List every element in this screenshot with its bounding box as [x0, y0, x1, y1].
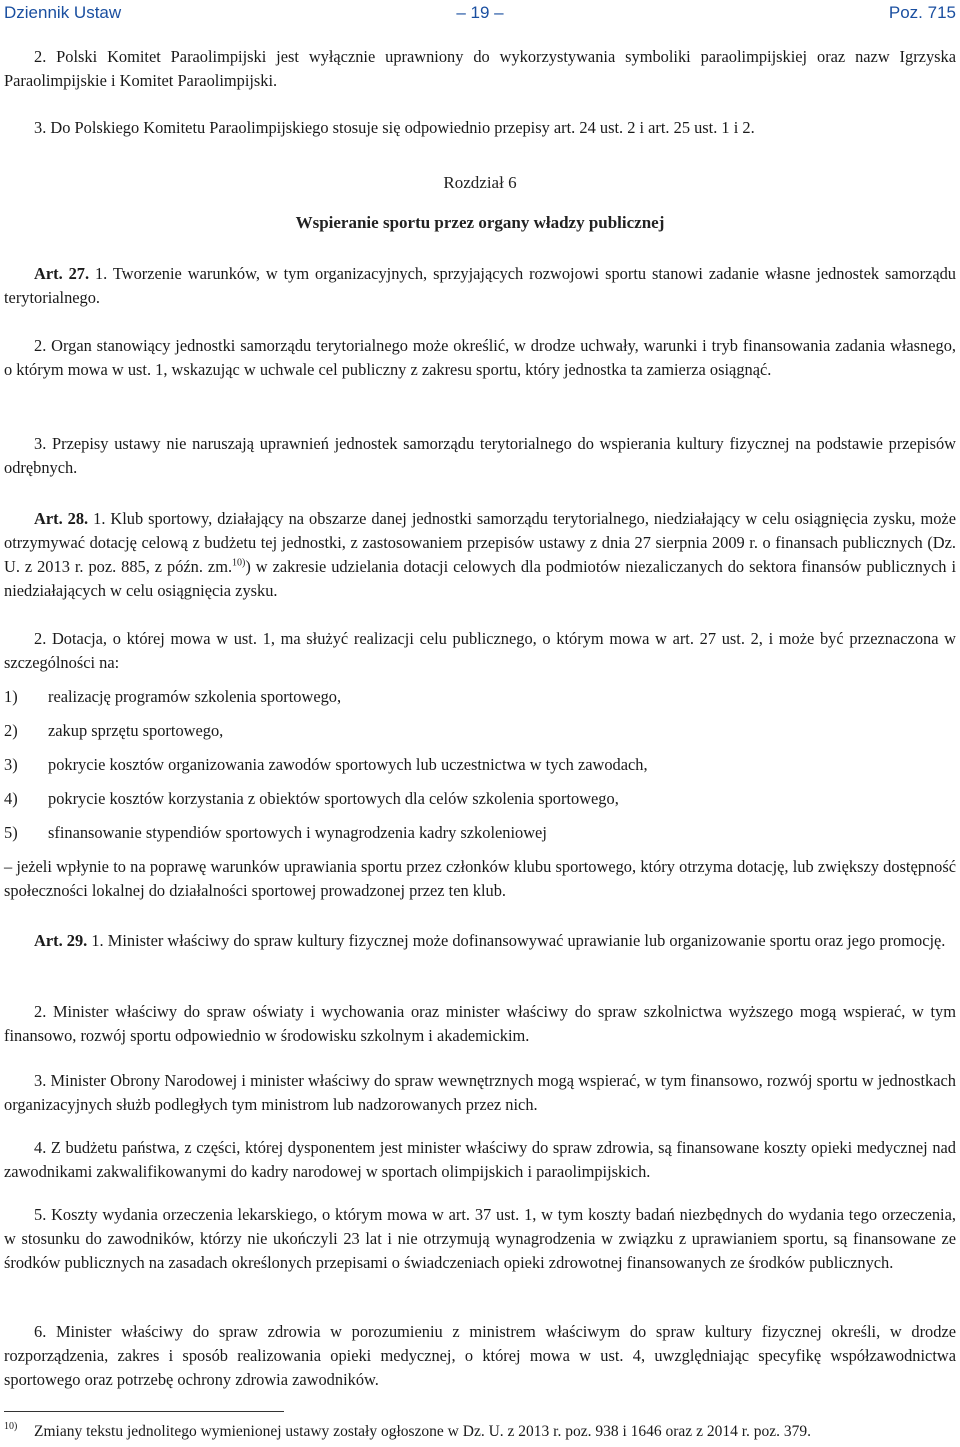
- list-item-number: 5): [4, 823, 18, 842]
- art28-label: Art. 28.: [34, 509, 89, 528]
- art29-paragraph-6: 6. Minister właściwy do spraw zdrowia w porozumieniu z ministrem właściwym do spraw kultury fizycznej określi, w drodze rozporządzenia, zakres i sposób realizowania opieki medycznej, o której mowa w ust. 4, uwzględniając specyfikę współzawodnictwa sportowego oraz potrzebę ochrony zdrowia zawodników.: [4, 1322, 956, 1389]
- chapter-title: Wspieranie sportu przez organy władzy publicznej: [295, 213, 665, 232]
- art28-list-closing: – jeżeli wpłynie to na poprawę warunków uprawiania sportu przez członków klubu sportowego, który otrzyma dotację, lub zwiększy dostępność społeczności lokalnej do działalności sportowej prowadzonej przez ten klub.: [4, 857, 956, 900]
- art27-paragraph-3: 3. Przepisy ustawy nie naruszają uprawnień jednostek samorządu terytorialnego do wspierania kultury fizycznej na podstawie przepisów odrębnych.: [4, 434, 956, 477]
- art28-paragraph-2: 2. Dotacja, o której mowa w ust. 1, ma służyć realizacji celu publicznego, o którym mowa w art. 27 ust. 2, i może być przeznaczona w szczególności na:: [4, 629, 956, 672]
- art27-label: Art. 27.: [34, 264, 90, 283]
- list-item-text: zakup sprzętu sportowego,: [48, 721, 224, 740]
- list-item: [4, 753, 956, 777]
- list-item: [4, 719, 956, 743]
- art29-label: Art. 29.: [34, 931, 88, 950]
- art27-p1-text: 1. Tworzenie warunków, w tym organizacyjnych, sprzyjających rozwojowi sportu stanowi zadanie własne jednostek samorządu terytorialnego.: [4, 264, 956, 307]
- chapter-label: Rozdział 6: [443, 173, 517, 192]
- page-header: [4, 0, 956, 26]
- list-item-text: pokrycie kosztów organizowania zawodów sportowych lub uczestnictwa w tych zawodach,: [48, 755, 648, 774]
- art29-paragraph-5: 5. Koszty wydania orzeczenia lekarskiego, o którym mowa w art. 37 ust. 1, w tym koszty badań niezbędnych do wydania tego orzeczenia, w stosunku do zawodników, którzy nie ukończyli 23 lat i nie otrzymują wynagrodzenia w związku z uprawianiem sportu, są finansowane ze środków publicznych na zasadach określonych przepisami o świadczeniach opieki zdrowotnej finansowanych ze środków publicznych.: [4, 1205, 956, 1272]
- art27-paragraph-2: 2. Organ stanowiący jednostki samorządu terytorialnego może określić, w drodze uchwały, warunki i tryb finansowania zadania własnego, o którym mowa w ust. 1, wskazując w uchwale cel publiczny z zakresu sportu, który jednostka ta zamierza osiągnąć.: [4, 336, 956, 379]
- art28-p1-text-before: 1. Klub sportowy, działający na obszarze danej jednostki samorządu terytorialnego, niedziałający w celu osiągnięcia zysku, może otrzymywać dotację celową z budżetu tej jednostki, z zastosowaniem przepisów ustawy z dnia 27 sierpnia 2009 r. o finansach publicznych (Dz. U. z 2013 r. poz. 885, z późn. zm.: [4, 509, 956, 576]
- list-item-number: 3): [4, 755, 18, 774]
- list-item: [4, 685, 956, 709]
- page-number: – 19 –: [456, 3, 504, 22]
- art28-p1-text-after: ) w zakresie udzielania dotacji celowych dla podmiotów niezaliczanych do sektora finansów publicznych i niedziałających w celu osiągnięcia zysku.: [4, 557, 956, 600]
- art29-p1-text: 1. Minister właściwy do spraw kultury fizycznej może dofinansowywać uprawianie lub organizowanie sportu oraz jego promocję.: [87, 931, 946, 950]
- list-item-number: 1): [4, 687, 18, 706]
- footnote-text: Zmiany tekstu jednolitego wymienionej ustawy zostały ogłoszone w Dz. U. z 2013 r. poz. 938 i 1646 oraz z 2014 r. poz. 379.: [34, 1423, 812, 1440]
- list-item-number: 4): [4, 789, 18, 808]
- document-page: [4, 0, 956, 1440]
- list-item-text: sfinansowanie stypendiów sportowych i wynagrodzenia kadry szkoleniowej: [48, 823, 547, 842]
- list-item: [4, 821, 956, 845]
- art26-paragraph-3: 3. Do Polskiego Komitetu Paraolimpijskiego stosuje się odpowiednio przepisy art. 24 ust. 2 i art. 25 ust. 1 i 2.: [34, 118, 755, 137]
- art27-paragraph-1: [4, 262, 956, 310]
- list-item: [4, 787, 956, 811]
- journal-title: Dziennik Ustaw: [4, 3, 122, 22]
- list-item-number: 2): [4, 721, 18, 740]
- footnote-mark: 10): [4, 1421, 18, 1432]
- art29-paragraph-4: 4. Z budżetu państwa, z części, której dysponentem jest minister właściwy do spraw zdrowia, są finansowane koszty opieki medycznej nad zawodnikami zakwalifikowanymi do kadry narodowej w sportach olimpijskich i paraolimpijskich.: [4, 1138, 956, 1181]
- footnote-reference[interactable]: 10): [232, 557, 246, 569]
- footnote-separator: [4, 1411, 284, 1412]
- art26-paragraph-2: 2. Polski Komitet Paraolimpijski jest wyłącznie uprawniony do wykorzystywania symboliki paraolimpijskiej oraz nazw Igrzyska Paraolimpijskie i Komitet Paraolimpijski.: [4, 47, 956, 90]
- art29-paragraph-1: [4, 929, 956, 953]
- art28-paragraph-1: [4, 507, 956, 603]
- list-item-text: pokrycie kosztów korzystania z obiektów sportowych dla celów szkolenia sportowego,: [48, 789, 619, 808]
- art29-paragraph-2: 2. Minister właściwy do spraw oświaty i wychowania oraz minister właściwy do spraw szkolnictwa wyższego mogą wspierać, w tym finansowo, rozwój sportu odpowiednio w środowisku szkolnym i akademickim.: [4, 1002, 956, 1045]
- list-item-text: realizację programów szkolenia sportowego,: [48, 687, 342, 706]
- position-number: Poz. 715: [888, 3, 956, 22]
- footnote: [4, 1420, 811, 1444]
- art29-paragraph-3: 3. Minister Obrony Narodowej i minister właściwy do spraw wewnętrznych mogą wspierać, w tym finansowo, rozwój sportu w jednostkach organizacyjnych służb podległych tym ministrom lub nadzorowanych przez nich.: [4, 1071, 956, 1114]
